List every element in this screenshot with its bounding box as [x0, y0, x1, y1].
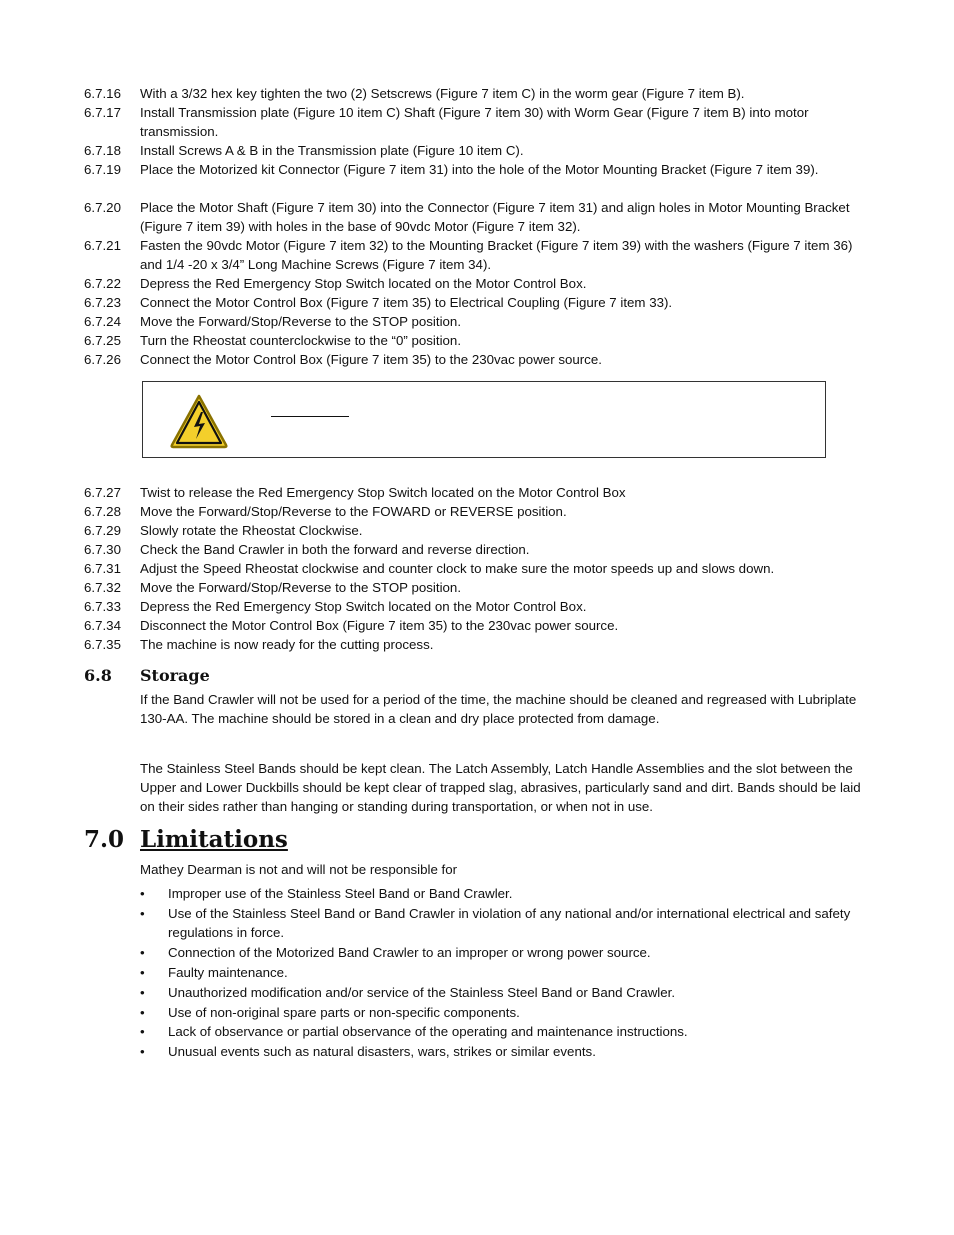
step-text: Install Transmission plate (Figure 10 item C) Shaft (Figure 7 item 30) with Worm Gear (Figure 7 item B) into motor transmission.: [140, 105, 809, 139]
list-item-text: Unusual events such as natural disasters, wars, strikes or similar events.: [168, 1044, 596, 1059]
step-number: 6.7.33: [84, 599, 121, 614]
step-text: With a 3/32 hex key tighten the two (2) Setscrews (Figure 7 item C) in the worm gear (Figure 7 item B).: [140, 86, 745, 101]
step-text: Check the Band Crawler in both the forward and reverse direction.: [140, 542, 530, 557]
warning-box: [142, 381, 826, 458]
step-number: 6.7.19: [84, 162, 121, 177]
step-item: [84, 274, 864, 293]
bullet-glyph: •: [140, 1044, 145, 1059]
step-number: 6.7.21: [84, 238, 121, 253]
step-number: 6.7.24: [84, 314, 121, 329]
step-item: [84, 293, 864, 312]
step-item: [84, 559, 864, 578]
step-item: [84, 521, 864, 540]
limitations-intro: Mathey Dearman is not and will not be responsible for: [140, 862, 458, 877]
bullet-glyph: •: [140, 906, 145, 921]
step-text: Depress the Red Emergency Stop Switch located on the Motor Control Box.: [140, 599, 587, 614]
list-item-text: Connection of the Motorized Band Crawler to an improper or wrong power source.: [168, 945, 651, 960]
list-item: [140, 1003, 864, 1022]
step-number: 6.7.29: [84, 523, 121, 538]
step-text: Install Screws A & B in the Transmission plate (Figure 10 item C).: [140, 143, 524, 158]
step-item: [84, 578, 864, 597]
step-number: 6.7.17: [84, 105, 121, 120]
list-item-text: Unauthorized modification and/or service of the Stainless Steel Band or Band Crawler.: [168, 985, 676, 1000]
step-item: [84, 84, 864, 103]
list-item: [140, 983, 864, 1002]
step-number: 6.7.16: [84, 86, 121, 101]
step-number: 6.7.22: [84, 276, 121, 291]
step-number: 6.7.25: [84, 333, 121, 348]
step-text: Place the Motor Shaft (Figure 7 item 30) into the Connector (Figure 7 item 31) and align holes in Motor Mounting Bracket (Figure 7 item 39) with holes in the base of 90vdc Motor (Figure 7 item 32).: [140, 200, 850, 234]
step-text: Slowly rotate the Rheostat Clockwise.: [140, 523, 363, 538]
step-number: 6.7.35: [84, 637, 121, 652]
step-text: Place the Motorized kit Connector (Figure 7 item 31) into the hole of the Motor Mounting Bracket (Figure 7 item 39).: [140, 162, 819, 177]
bullet-glyph: •: [140, 985, 145, 1000]
section-title: Limitations: [140, 826, 288, 853]
step-number: 6.7.26: [84, 352, 121, 367]
step-item: [84, 331, 864, 350]
step-item: [84, 616, 864, 635]
list-item: [140, 1042, 864, 1061]
bullet-glyph: •: [140, 965, 145, 980]
step-text: Connect the Motor Control Box (Figure 7 item 35) to Electrical Coupling (Figure 7 item 33).: [140, 295, 673, 310]
storage-paragraph: If the Band Crawler will not be used for a period of the time, the machine should be cleaned and regreased with Lubriplate 130-AA. The machine should be stored in a clean and dry place protected from damage.: [140, 692, 857, 726]
step-text: Adjust the Speed Rheostat clockwise and counter clock to make sure the motor speeds up and slows down.: [140, 561, 775, 576]
step-number: 6.7.20: [84, 200, 121, 215]
step-text: Turn the Rheostat counterclockwise to the “0” position.: [140, 333, 462, 348]
step-number: 6.7.18: [84, 143, 121, 158]
step-item: [84, 540, 864, 559]
step-item: [84, 597, 864, 616]
section-number: 7.0: [84, 826, 125, 853]
step-text: Fasten the 90vdc Motor (Figure 7 item 32) to the Mounting Bracket (Figure 7 item 39) with the washers (Figure 7 item 36) and 1/4 -20 x 3/4” Long Machine Screws (Figure 7 item 34).: [140, 238, 853, 272]
step-number: 6.7.27: [84, 485, 121, 500]
step-item: [84, 198, 864, 236]
list-item: [140, 963, 864, 982]
step-text: Move the Forward/Stop/Reverse to the STOP position.: [140, 314, 462, 329]
list-item-text: Lack of observance or partial observance of the operating and maintenance instructions.: [168, 1024, 688, 1039]
list-item: [140, 884, 864, 903]
bullet-glyph: •: [140, 945, 145, 960]
list-item-text: Use of non-original spare parts or non-specific components.: [168, 1005, 520, 1020]
step-number: 6.7.31: [84, 561, 121, 576]
list-item: [140, 904, 864, 942]
list-item: [140, 1022, 864, 1041]
section-title: Storage: [140, 666, 210, 685]
step-item: [84, 350, 864, 369]
step-text: Move the Forward/Stop/Reverse to the STOP position.: [140, 580, 462, 595]
step-text: Twist to release the Red Emergency Stop Switch located on the Motor Control Box: [140, 485, 626, 500]
step-number: 6.7.34: [84, 618, 121, 633]
storage-paragraph: The Stainless Steel Bands should be kept clean. The Latch Assembly, Latch Handle Assemblies and the slot between the Upper and Lower Duckbills should be kept clear of trapped slag, abrasives, particularly sand and dirt. Bands should be laid on their sides rather than hanging or standing during transportation, or when not in use.: [140, 761, 861, 814]
step-number: 6.7.28: [84, 504, 121, 519]
step-number: 6.7.23: [84, 295, 121, 310]
warning-label-underline: [271, 416, 349, 417]
step-item: [84, 502, 864, 521]
bullet-glyph: •: [140, 1005, 145, 1020]
step-text: The machine is now ready for the cutting process.: [140, 637, 434, 652]
list-item-text: Faulty maintenance.: [168, 965, 288, 980]
step-number: 6.7.32: [84, 580, 121, 595]
step-item: [84, 635, 864, 654]
step-item: [84, 236, 864, 274]
section-number: 6.8: [84, 666, 112, 685]
step-text: Connect the Motor Control Box (Figure 7 item 35) to the 230vac power source.: [140, 352, 602, 367]
step-number: 6.7.30: [84, 542, 121, 557]
step-item: [84, 483, 864, 502]
step-item: [84, 160, 864, 179]
bullet-glyph: •: [140, 886, 145, 901]
step-item: [84, 141, 864, 160]
step-text: Depress the Red Emergency Stop Switch located on the Motor Control Box.: [140, 276, 587, 291]
step-text: Disconnect the Motor Control Box (Figure 7 item 35) to the 230vac power source.: [140, 618, 619, 633]
step-item: [84, 312, 864, 331]
bullet-glyph: •: [140, 1024, 145, 1039]
list-item: [140, 943, 864, 962]
step-item: [84, 103, 864, 141]
electrical-hazard-icon: [169, 393, 229, 449]
list-item-text: Improper use of the Stainless Steel Band or Band Crawler.: [168, 886, 513, 901]
step-text: Move the Forward/Stop/Reverse to the FOWARD or REVERSE position.: [140, 504, 567, 519]
list-item-text: Use of the Stainless Steel Band or Band Crawler in violation of any national and/or international electrical and safety regulations in force.: [168, 906, 851, 940]
